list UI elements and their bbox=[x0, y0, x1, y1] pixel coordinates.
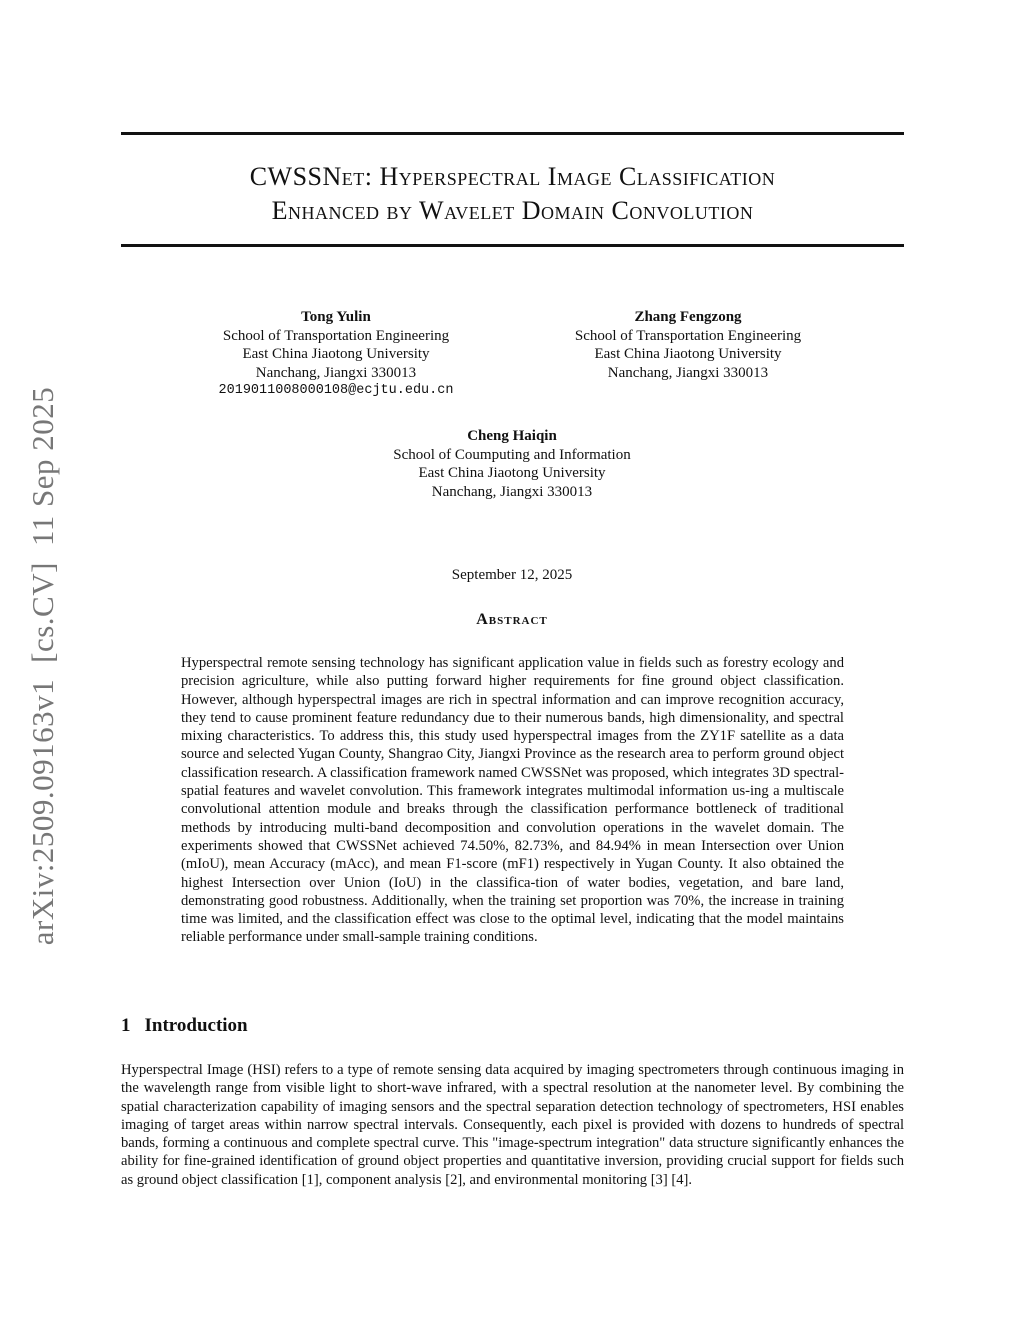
title-bottom-rule bbox=[121, 244, 904, 247]
author-department: School of Coumputing and Information bbox=[393, 446, 631, 463]
author-department: School of Transportation Engineering bbox=[222, 327, 450, 344]
arxiv-sidebar-stamp bbox=[25, 387, 61, 946]
arxiv-id: arXiv:2509.09163v1 bbox=[25, 678, 60, 946]
author-block-3 bbox=[312, 427, 712, 501]
author-address: Nanchang, Jiangxi 330013 bbox=[255, 364, 417, 381]
arxiv-date: 11 Sep 2025 bbox=[25, 386, 60, 547]
section-heading bbox=[121, 1015, 248, 1037]
author-name: Tong Yulin bbox=[301, 309, 371, 325]
author-block-1 bbox=[186, 308, 486, 401]
author-university: East China Jiaotong University bbox=[242, 346, 430, 363]
section-title: Introduction bbox=[144, 1015, 248, 1036]
author-university: East China Jiaotong University bbox=[594, 346, 782, 363]
author-block-2 bbox=[538, 308, 838, 382]
paper-title-line-2: Enhanced by Wavelet Domain Convolution bbox=[271, 196, 754, 225]
author-university: East China Jiaotong University bbox=[418, 465, 606, 482]
author-name: Zhang Fengzong bbox=[634, 309, 742, 325]
author-department: School of Transportation Engineering bbox=[574, 327, 802, 344]
title-top-rule bbox=[121, 132, 904, 135]
section-number: 1 bbox=[121, 1015, 131, 1036]
abstract-heading: Abstract bbox=[476, 611, 548, 628]
author-address: Nanchang, Jiangxi 330013 bbox=[431, 483, 593, 500]
arxiv-category: [cs.CV] bbox=[25, 562, 60, 663]
publication-date: September 12, 2025 bbox=[451, 567, 573, 583]
author-address: Nanchang, Jiangxi 330013 bbox=[607, 364, 769, 381]
introduction-body: Hyperspectral Image (HSI) refers to a type of remote sensing data acquired by imaging spectrometers through continuous imaging in the wavelength range from visible light to short-wave infrared, with a spectral resolution at the nanometer level. By combining the spatial characterization capability of imaging sensors and the spectral separation detection technology of spectrometers, HSI enables imaging of target areas within narrow spectral intervals. Consequently, each pixel is provided with dozens to hundreds of spectral bands, forming a continuous and complete spectral curve. This "image-spectrum integration" data structure significantly enhances the ability for fine-grained identification of ground object properties and quantitative inversion, providing crucial support for fields such as ground object classification [1], component analysis [2], and environmental monitoring [3] [4]. bbox=[121, 1062, 904, 1188]
abstract-body: Hyperspectral remote sensing technology has significant application value in fields such as forestry ecology and precision agriculture, while also putting forward higher requirements for fine ground object classification. However, although hyperspectral images are rich in spectral information and can improve recognition accuracy, they tend to cause prominent feature redundancy due to their numerous bands, high dimensionality, and spectral mixing characteristics. To address this, this study used hyperspectral images from the ZY1F satellite as a data source and selected Yugan County, Shangrao City, Jiangxi Province as the research area to perform ground object classification research. A classification framework named CWSSNet was proposed, which integrates 3D spectral-spatial features and wavelet convolution. This framework integrates multimodal information us-ing a multiscale convolutional attention module and breaks through the classification performance bottleneck of traditional methods by introducing multi-band decomposition and convolution operations in the wavelet domain. The experiments showed that CWSSNet achieved 74.50%, 82.73%, and 84.94% in mean Intersection over Union (mIoU), mean Accuracy (mAcc), and mean F1-score (mF1) respectively in Yugan County. It also obtained the highest Intersection over Union (IoU) in the classifica-tion of water bodies, vegetation, and bare land, demonstrating good robustness. Additionally, when the training set proportion was 70%, the increase in training time was limited, and the classification effect was close to the optimal level, indicating that the model maintains reliable performance under small-sample training conditions. bbox=[181, 655, 844, 946]
author-name: Cheng Haiqin bbox=[467, 428, 557, 444]
author-email[interactable]: 2019011008000108@ecjtu.edu.cn bbox=[218, 383, 454, 399]
paper-title-line-1: CWSSNet: Hyperspectral Image Classification bbox=[249, 162, 776, 191]
